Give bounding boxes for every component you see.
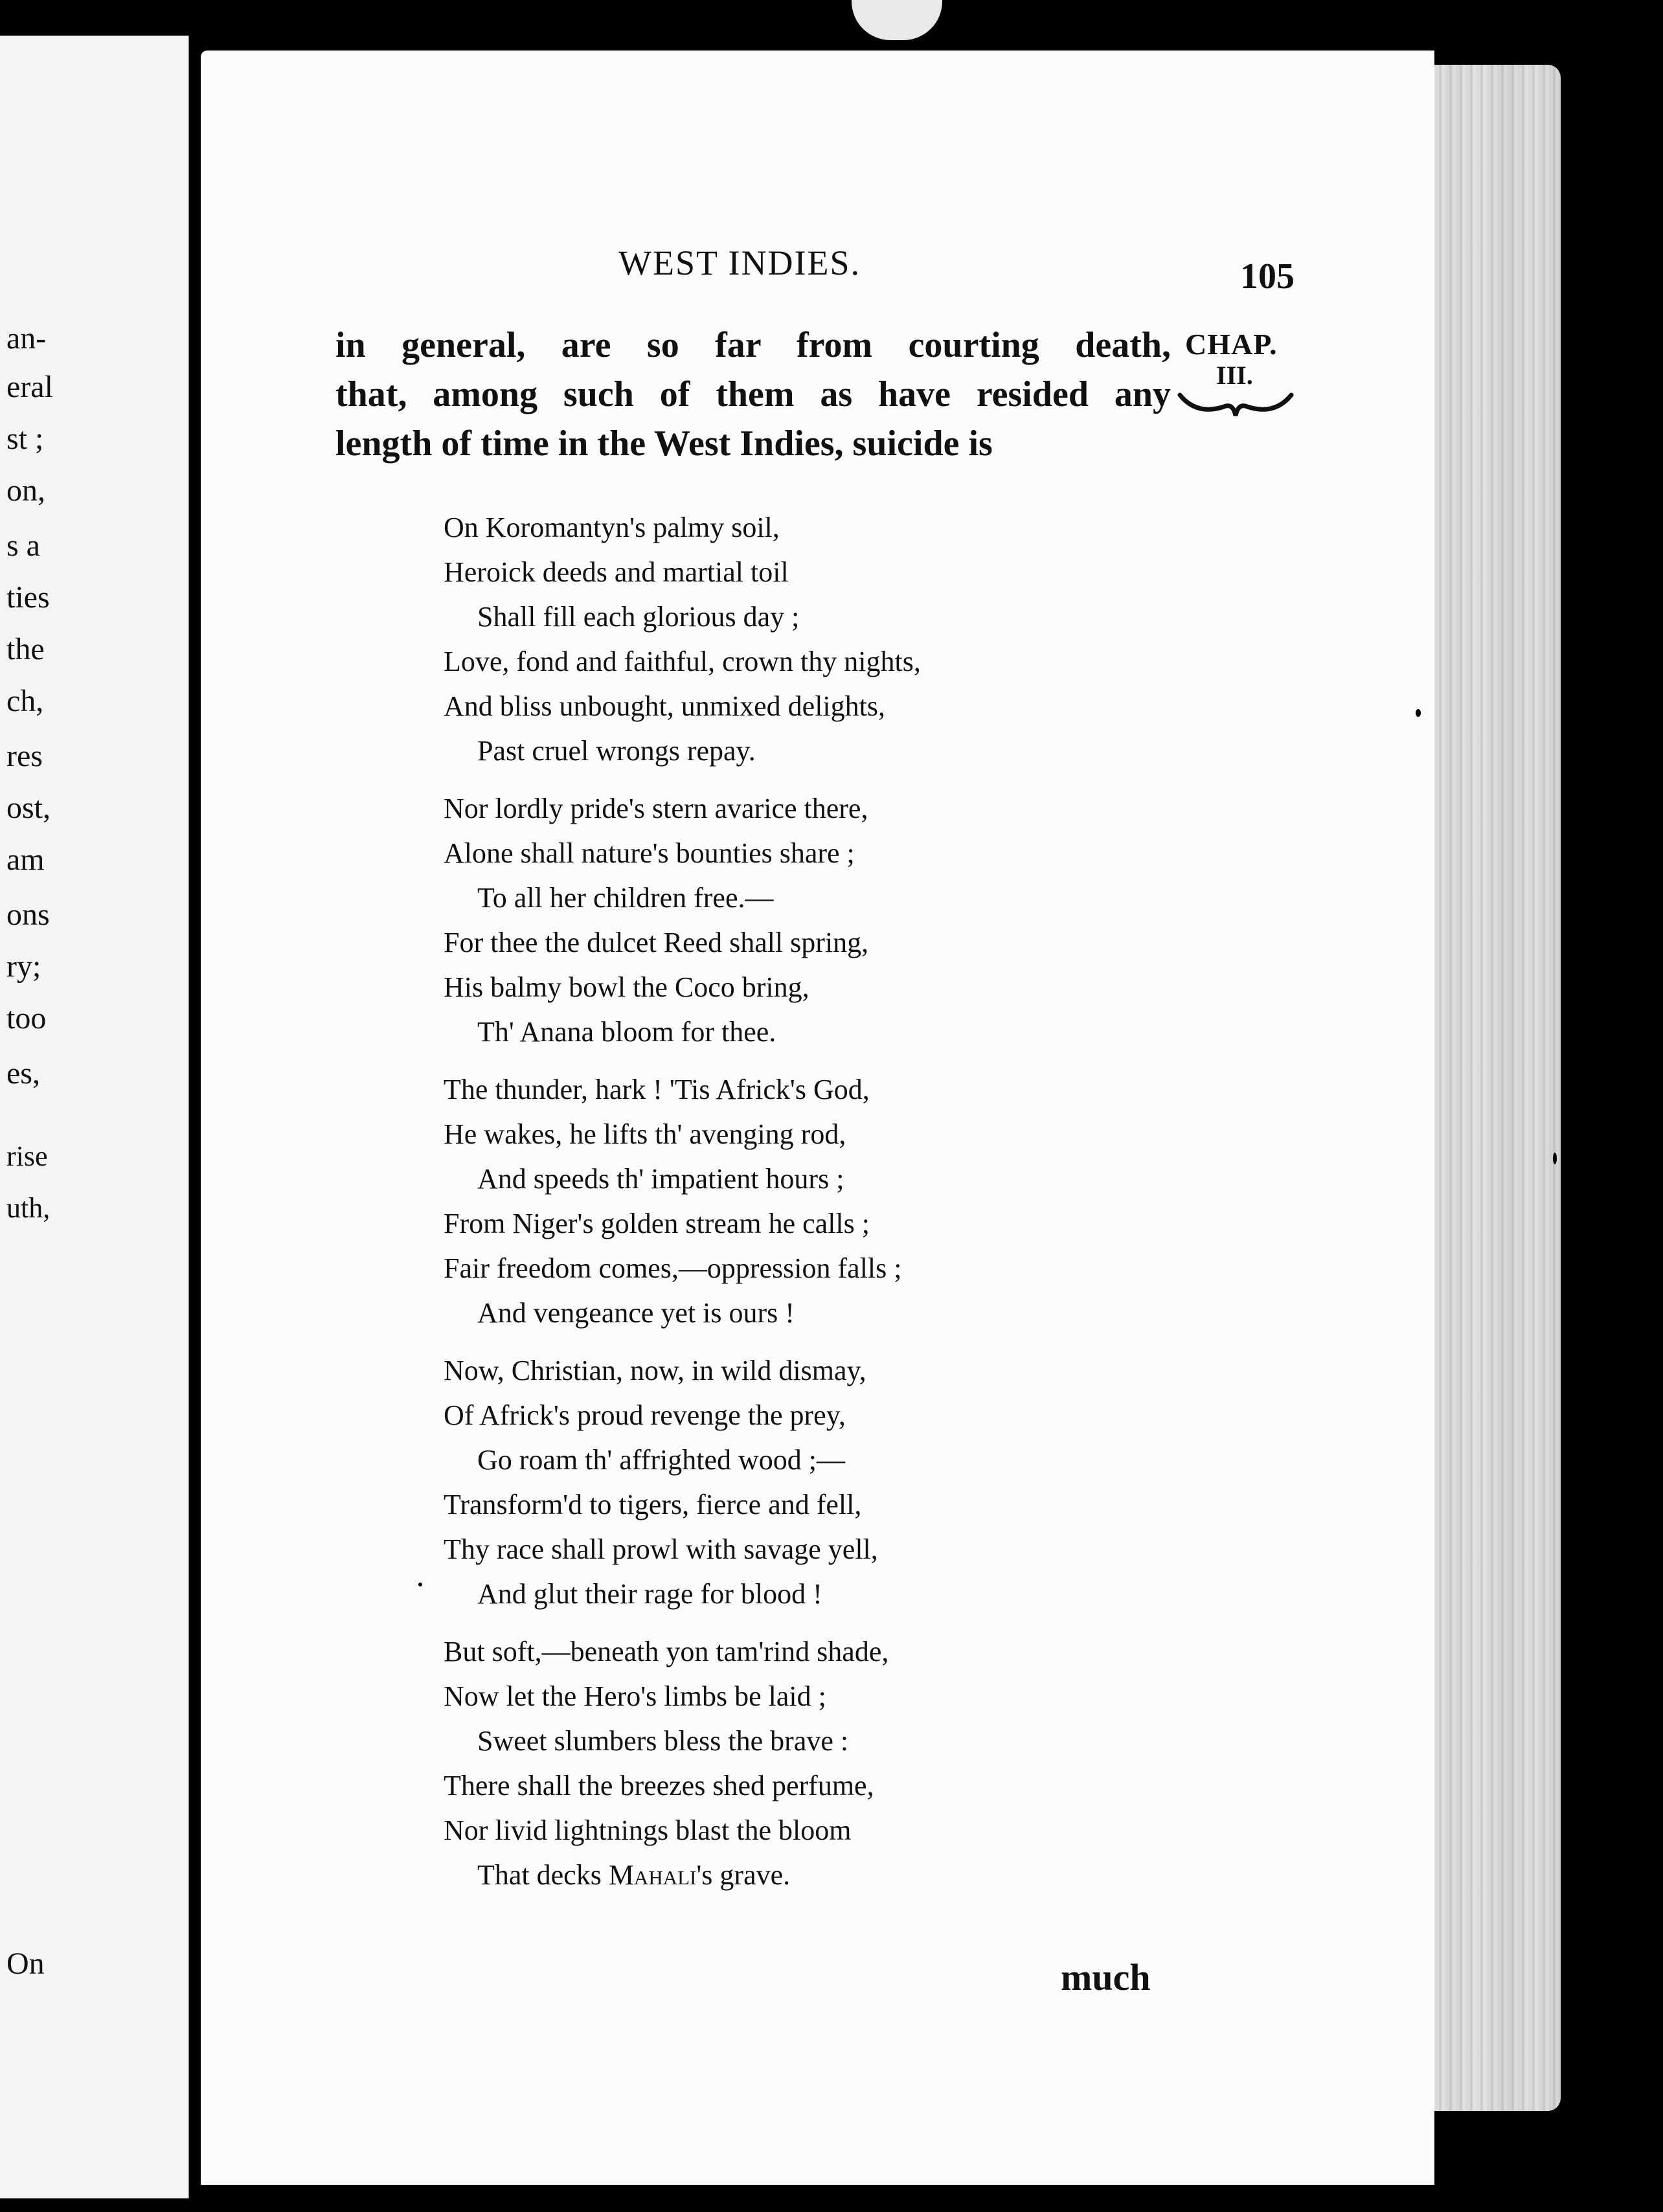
poem-stanza (444, 1348, 921, 1616)
left-margin-fragment: ties (6, 580, 50, 615)
left-margin-fragment: on, (6, 473, 45, 508)
poem-line: Heroick deeds and martial toil (444, 556, 789, 588)
page-number: 105 (1240, 256, 1295, 297)
running-title: WEST INDIES. (618, 243, 861, 282)
chapter-label: CHAP. (1185, 328, 1278, 361)
left-margin-fragment: eral (6, 370, 53, 404)
poem-line: Go roam th' affrighted wood ;— (477, 1444, 846, 1476)
poem-line: Transform'd to tigers, fierce and fell, (444, 1489, 862, 1520)
left-margin-fragment: uth, (6, 1192, 51, 1224)
poem-line: Shall fill each glorious day ; (477, 601, 800, 633)
poem-line: To all her children free.— (477, 882, 774, 914)
poem-stanza (444, 505, 921, 773)
proper-name: Mahali (608, 1859, 697, 1891)
poem-line: And vengeance yet is ours ! (477, 1297, 795, 1329)
poem (444, 505, 921, 1910)
left-facing-page (0, 36, 189, 2198)
left-margin-fragment: ost, (6, 791, 51, 825)
poem-line: And glut their rage for blood ! (477, 1578, 822, 1610)
prose-line: in general, are so far from courting death, (335, 325, 1171, 365)
poem-line: Thy race shall prowl with savage yell, (444, 1533, 878, 1565)
poem-line-text: 's grave. (696, 1859, 791, 1891)
poem-line: Now let the Hero's limbs be laid ; (444, 1680, 826, 1712)
poem-stanza (444, 1629, 921, 1897)
poem-line: There shall the breezes shed perfume, (444, 1770, 874, 1801)
poem-stanza (444, 786, 921, 1054)
poem-line: But soft,—beneath yon tam'rind shade, (444, 1636, 889, 1667)
left-margin-fragment: ch, (6, 684, 44, 718)
poem-line: The thunder, hark ! 'Tis Africk's God, (444, 1074, 870, 1105)
poem-line: And speeds th' impatient hours ; (477, 1163, 844, 1195)
poem-line: Nor lordly pride's stern avarice there, (444, 793, 868, 824)
left-margin-fragment: too (6, 1001, 47, 1035)
poem-line: His balmy bowl the Coco bring, (444, 971, 809, 1003)
poem-line: For thee the dulcet Reed shall spring, (444, 927, 869, 958)
poem-line: He wakes, he lifts th' avenging rod, (444, 1118, 846, 1150)
poem-stanza (444, 1067, 921, 1335)
poem-line: Sweet slumbers bless the brave : (477, 1725, 849, 1757)
poem-line: Fair freedom comes,—oppression falls ; (444, 1252, 902, 1284)
left-margin-fragment: an- (6, 321, 47, 356)
poem-line: Nor livid lightnings blast the bloom (444, 1814, 852, 1846)
scan-speck (1416, 709, 1421, 717)
poem-line: Love, fond and faithful, crown thy nights, (444, 646, 921, 677)
catchword: much (1061, 1956, 1151, 1998)
left-margin-fragment: ons (6, 897, 50, 932)
left-margin-fragment: On (6, 1947, 45, 1981)
left-margin-fragment: the (6, 632, 45, 666)
scan-speck (1553, 1153, 1557, 1164)
ink-blot (852, 0, 942, 40)
left-margin-fragment: s a (6, 528, 40, 563)
prose-line: length of time in the West Indies, suicide is (335, 423, 993, 464)
poem-line: Past cruel wrongs repay. (477, 735, 756, 767)
scan-speck (418, 1583, 422, 1586)
left-margin-fragment: ry; (6, 949, 41, 984)
prose-line: that, among such of them as have resided any (335, 374, 1171, 414)
poem-line: Now, Christian, now, in wild dismay, (444, 1355, 866, 1386)
poem-line: And bliss unbought, unmixed delights, (444, 690, 885, 722)
left-margin-fragment: es, (6, 1056, 40, 1090)
poem-line-text: That decks (477, 1859, 609, 1891)
poem-line: On Koromantyn's palmy soil, (444, 512, 780, 543)
prose-paragraph (335, 321, 1171, 468)
chapter-number: III. (1216, 361, 1253, 390)
left-margin-fragment: res (6, 739, 43, 773)
brace-ornament-icon (1177, 390, 1294, 420)
left-margin-fragment: st ; (6, 422, 44, 456)
page-edge-texture (1425, 65, 1561, 2111)
poem-line: Of Africk's proud revenge the prey, (444, 1399, 846, 1431)
left-margin-fragment: rise (6, 1140, 48, 1172)
left-margin-fragment: am (6, 842, 45, 877)
poem-line: From Niger's golden stream he calls ; (444, 1208, 870, 1239)
poem-line: Th' Anana bloom for thee. (477, 1016, 776, 1048)
poem-line: Alone shall nature's bounties share ; (444, 837, 855, 869)
poem-line (444, 1853, 921, 1897)
